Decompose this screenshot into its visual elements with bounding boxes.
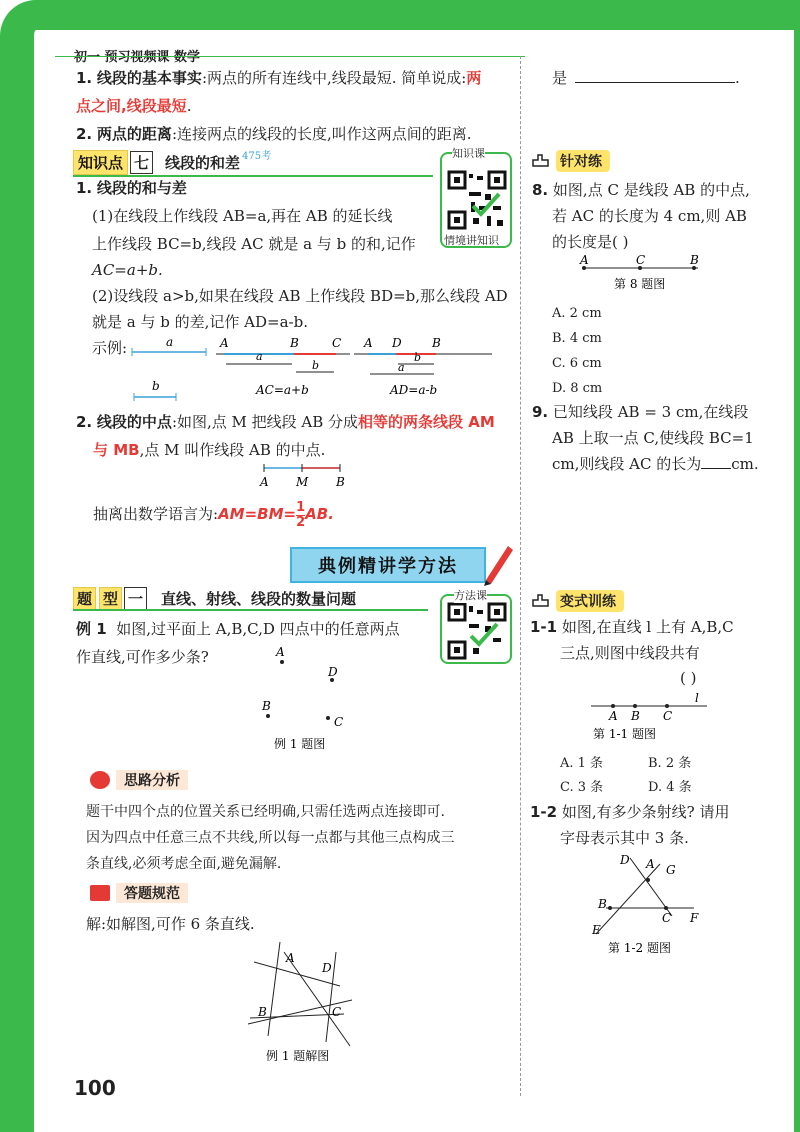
q1-1-caption: 第 1-1 题图 <box>593 727 656 741</box>
fig1-caption: AC=a+b <box>256 383 309 397</box>
q1-2-point-A: A <box>646 857 655 871</box>
q8-figure <box>570 254 710 298</box>
q8-point-A: A <box>580 254 589 267</box>
midpoint-formula: 抽离出数学语言为:AM=BM= $\frac{1}{2}$ AB. <box>93 499 334 530</box>
lightbulb-icon <box>90 771 110 789</box>
ex1-point-B: B <box>262 699 271 713</box>
item-2: 2. 两点的距离:连接两点的线段的长度,叫作这两点间的距离. <box>76 125 472 143</box>
q1-1-point-C: C <box>663 709 673 723</box>
item-1: 1. 线段的基本事实:两点的所有连线中,线段最短. 简单说成:两 <box>76 69 482 87</box>
hand-icon <box>530 592 552 610</box>
q1-2-line-2: 字母表示其中 3 条. <box>560 829 689 847</box>
ex1-point-C: C <box>334 715 344 729</box>
column-divider <box>520 56 521 1096</box>
q1-2-point-C: C <box>662 911 672 925</box>
line-l-label: l <box>695 691 699 705</box>
notebook-icon <box>90 885 110 901</box>
q1-1-choice-d[interactable]: D. 4 条 <box>648 780 692 795</box>
q8-line-2: 若 AC 的长度为 4 cm,则 AB <box>552 207 747 225</box>
variant-heading: 变式训练 <box>530 590 624 612</box>
example-1-figure <box>250 640 360 760</box>
fig2-b-label: b <box>414 351 422 364</box>
q1-2-caption: 第 1-2 题图 <box>608 941 671 955</box>
qr-code-method[interactable]: 方法课 <box>440 594 512 664</box>
sum-diff-heading: 1. 线段的和与差 <box>76 179 187 197</box>
midpoint-line-1: 2. 线段的中点:如图,点 M 把线段 AB 分成相等的两条线段 AM <box>76 413 495 431</box>
ans-point-C: C <box>332 1005 342 1019</box>
sum-p1-b: 上作线段 BC=b,线段 AC 就是 a 与 b 的和,记作 <box>92 235 416 253</box>
practice-heading: 针对练 <box>530 150 610 172</box>
hand-icon <box>530 152 552 170</box>
mid-point-A: A <box>260 475 269 489</box>
sum-p2-b: 就是 a 与 b 的差,记作 AD=a-b. <box>92 313 308 331</box>
midpoint-figure <box>256 462 356 492</box>
qr-code-knowledge[interactable]: 知识课 情境讲知识 <box>440 152 512 248</box>
fig2-a-label: a <box>398 361 405 374</box>
q1-2-point-G: G <box>666 863 676 877</box>
q9-line-2: AB 上取一点 C,使线段 BC=1 <box>552 429 754 447</box>
q8-caption: 第 8 题图 <box>614 277 666 291</box>
ans-point-D: D <box>322 961 332 975</box>
example-1-line-2: 作直线,可作多少条? <box>76 648 209 666</box>
example-1-line-1: 例 1 如图,过平面上 A,B,C,D 四点中的任意两点 <box>76 620 400 638</box>
q1-2-point-B: B <box>598 897 607 911</box>
example-label: 示例: <box>92 339 128 357</box>
section-banner: 典例精讲学方法 <box>290 547 486 583</box>
seg-b-label: b <box>152 379 160 393</box>
ans-point-B: B <box>258 1005 267 1019</box>
q8-point-B: B <box>690 254 699 267</box>
midpoint-line-2: 与 MB,点 M 叫作线段 AB 的中点. <box>93 441 326 459</box>
header-title: 初一 预习视频课 数学 <box>74 50 201 65</box>
q1-1-line-1: 1-1 如图,在直线 l 上有 A,B,C <box>530 618 734 636</box>
q1-2-point-D: D <box>620 853 630 867</box>
problem-type-heading: 题 型 一 直线、射线、线段的数量问题 <box>73 587 356 610</box>
ans-caption: 例 1 题解图 <box>266 1049 330 1063</box>
q1-2-point-F: F <box>690 911 699 925</box>
q1-1-point-A: A <box>609 709 618 723</box>
fig1-point-A: A <box>220 336 229 350</box>
fig2-caption: AD=a-b <box>390 383 438 397</box>
ans-point-A: A <box>286 951 295 965</box>
page-number: 100 <box>74 1076 116 1100</box>
q9-line-1: 9. 已知线段 AB = 3 cm,在线段 <box>532 403 749 421</box>
analysis-heading: 思路分析 <box>90 770 188 790</box>
knowledge-point-heading: 知识点 七 线段的和差 475考 <box>73 150 271 174</box>
q9-line-3: cm,则线段 AC 的长为 cm. <box>552 455 759 473</box>
ex1-point-A: A <box>276 645 285 659</box>
q1-1-choice-b[interactable]: B. 2 条 <box>648 756 692 771</box>
q8-choice-b[interactable]: B. 4 cm <box>552 331 602 346</box>
mid-point-M: M <box>296 475 309 489</box>
seg-a-label: a <box>166 335 174 349</box>
answer-text: 解:如解图,可作 6 条直线. <box>86 915 255 933</box>
q1-1-choice-c[interactable]: C. 3 条 <box>560 780 604 795</box>
answer-figure <box>240 938 370 1068</box>
q8-choice-d[interactable]: D. 8 cm <box>552 381 603 396</box>
sum-p1-a: (1)在线段上作线段 AB=a,再在 AB 的延长线 <box>92 207 393 225</box>
ex1-point-D: D <box>328 665 338 679</box>
q1-1-point-B: B <box>631 709 640 723</box>
item-1-cont: 点之间,线段最短. <box>76 97 192 115</box>
fig2-point-D: D <box>392 336 402 350</box>
fig1-a-label: a <box>256 350 263 363</box>
q1-1-choice-a[interactable]: A. 1 条 <box>560 756 604 771</box>
analysis-line-2: 因为四点中任意三点不共线,所以每一点都与其他三点构成三 <box>86 830 455 846</box>
sum-p1-c: AC=a+b. <box>92 261 163 279</box>
q1-1-figure <box>585 688 715 744</box>
q8-point-C: C <box>636 254 646 267</box>
right-top-line: 是 . <box>552 69 740 87</box>
qr-code-icon <box>443 600 511 664</box>
q1-2-point-E: E <box>592 923 601 937</box>
q8-line-1: 8. 如图,点 C 是线段 AB 的中点, <box>532 181 750 199</box>
analysis-line-1: 题干中四个点的位置关系已经明确,只需任选两点连接即可. <box>86 804 445 820</box>
fig2-point-A: A <box>364 336 373 350</box>
sum-diff-figures <box>120 334 520 412</box>
q8-line-3: 的长度是( ) <box>552 233 629 251</box>
q8-choice-a[interactable]: A. 2 cm <box>552 306 602 321</box>
pencil-icon <box>480 540 514 586</box>
fig2-point-B: B <box>432 336 441 350</box>
q1-2-figure <box>586 850 716 960</box>
answer-heading: 答题规范 <box>90 883 188 903</box>
header-rule <box>55 56 525 57</box>
ex1-caption: 例 1 题图 <box>274 737 326 751</box>
analysis-line-3: 条直线,必须考虑全面,避免漏解. <box>86 856 282 872</box>
q1-1-paren: ( ) <box>680 669 697 687</box>
tixing-underline <box>73 609 428 611</box>
mid-point-B: B <box>336 475 345 489</box>
qr-code-icon <box>443 166 511 234</box>
q1-1-line-2: 三点,则图中线段共有 <box>560 644 700 662</box>
q1-2-line-1: 1-2 如图,有多少条射线? 请用 <box>530 803 730 821</box>
fig1-point-C: C <box>332 336 342 350</box>
fig1-b-label: b <box>312 359 320 372</box>
sum-p2-a: (2)设线段 a>b,如果在线段 AB 上作线段 BD=b,那么线段 AD <box>92 287 508 305</box>
fig1-point-B: B <box>290 336 299 350</box>
q8-choice-c[interactable]: C. 6 cm <box>552 356 602 371</box>
